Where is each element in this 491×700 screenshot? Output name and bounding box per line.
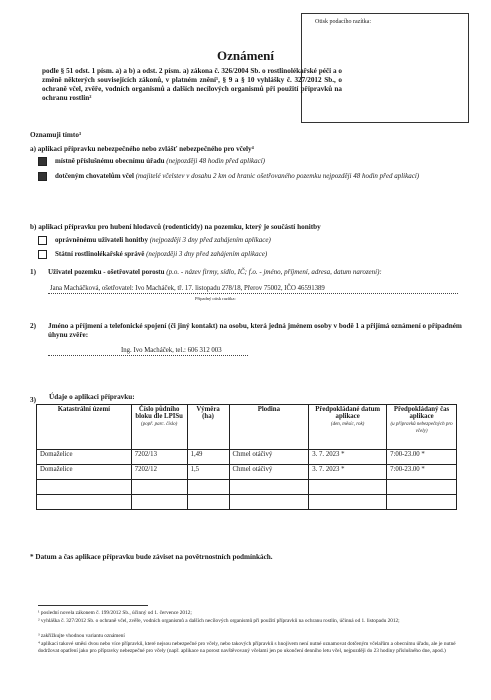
option-obecni-urad — [55, 157, 265, 166]
item1-label-main: Uživatel pozemku - ošetřovatel porostu — [48, 268, 165, 276]
header-datum-aplikace — [309, 405, 387, 450]
table-cell-empty[interactable] — [187, 495, 229, 510]
checkbox-srs[interactable] — [38, 250, 47, 259]
table-cell[interactable]: 3. 7. 2023 * — [309, 465, 387, 480]
table-cell[interactable]: 1,49 — [187, 450, 229, 465]
footnote-1: ¹ poslední novela zákonem č. 199/2012 Sb., účinný od 1. července 2012; — [38, 610, 192, 616]
table-cell-empty[interactable] — [387, 480, 457, 495]
table-cell-empty[interactable] — [37, 495, 132, 510]
header-plodina-label: Plodina — [257, 406, 280, 413]
table-cell-empty[interactable] — [131, 495, 187, 510]
footnote-4: ⁴ aplikaci takové směsi dvou nebo více přípravků, které nejsou nebezpečné pro včely, nebo takových přípravků s hnojivem není nutné oznamovat dotčeným včelařům a obecnímu úřadu, ale je nutné dodržovat opatření jako pro přípravky nebezpečné pro včely (např. aplikace na porost navštěvovaný včelami jen po ukončení denního letu včel, nejpozději do 23 hodiny příslušného dne, apod.) — [38, 641, 456, 654]
header-katastralni-uzemi — [37, 405, 132, 450]
item1-value-line — [48, 293, 458, 294]
checkbox-uzivatel-honitby[interactable] — [38, 236, 47, 245]
header-vymera — [187, 405, 229, 450]
option-srs-note: (nejpozději 3 dny před zahájením aplikace) — [146, 250, 268, 258]
table-cell-empty[interactable] — [131, 480, 187, 495]
table-row — [37, 495, 457, 510]
table-cell-empty[interactable] — [229, 495, 309, 510]
item3-number: 3) — [30, 396, 36, 404]
table-cell[interactable]: 7202/13 — [131, 450, 187, 465]
section-a-heading: a) aplikaci přípravku nebezpečného nebo zvlášť nebezpečného pro včely⁴ — [30, 145, 254, 153]
section-b-heading: b) aplikaci přípravku pro hubení hlodavců (rodenticidy) na pozemku, který je součástí honitby — [30, 223, 321, 231]
table-cell[interactable]: 7:00-23.00 * — [387, 450, 457, 465]
table-cell[interactable]: Chmel otáčivý — [229, 450, 309, 465]
table-row — [37, 465, 457, 480]
option-uzivatel-honitby-label: oprávněnému uživateli honitby — [55, 236, 148, 244]
table-cell[interactable]: 7:00-23.00 * — [387, 465, 457, 480]
footnote-2: ² vyhláška č. 327/2012 Sb. o ochraně včel, zvěře, vodních organismů a dalších necílových organismů při použití přípravků na ochranu rostlin, účinná od 1. listopadu 2012; — [38, 618, 400, 624]
header-pudni-blok-sub: (popř. parc. číslo) — [141, 422, 178, 427]
item3-label: Údaje o aplikaci přípravku: — [49, 393, 135, 401]
table-cell-empty[interactable] — [187, 480, 229, 495]
item1-label-note: (p.o. - název firmy, sídlo, IČ; f.o. - jméno, příjmení, adresa, datum narození): — [166, 268, 382, 276]
table-cell[interactable]: 1,5 — [187, 465, 229, 480]
header-plodina — [229, 405, 309, 450]
option-chovatele-vcel-label: dotčeným chovatelům včel — [55, 172, 134, 180]
weather-note: * Datum a čas aplikace přípravku bude záviset na povětrnostních podmínkách. — [30, 553, 273, 561]
option-uzivatel-honitby — [55, 236, 271, 245]
stamp-label: Otisk podacího razítka: — [315, 19, 371, 25]
table-cell[interactable]: 7202/12 — [131, 465, 187, 480]
item1-number: 1) — [30, 268, 36, 276]
footnote-3: ³ zakřížkujte vhodnou variantu oznámení — [38, 633, 125, 639]
header-katastralni-uzemi-label: Katastrální území — [57, 406, 110, 413]
checkbox-chovatele-vcel[interactable] — [38, 172, 47, 181]
item2-number: 2) — [30, 322, 36, 330]
table-cell[interactable]: 3. 7. 2023 * — [309, 450, 387, 465]
item2-value-line — [48, 355, 248, 356]
item1-value[interactable]: Jana Macháčková, ošetřovatel: Ivo Macháček, tř. 17. listopadu 278/18, Přerov 75002, IČO 46591389 — [50, 285, 325, 292]
option-uzivatel-honitby-note: (nejpozději 3 dny před zahájením aplikace) — [149, 236, 271, 244]
table-cell[interactable]: Chmel otáčivý — [229, 465, 309, 480]
table-cell[interactable]: Domaželice — [37, 450, 132, 465]
header-cas-aplikace — [387, 405, 457, 450]
option-srs-label: Státní rostlinolékařské správě — [55, 250, 145, 258]
table-cell-empty[interactable] — [229, 480, 309, 495]
header-datum-aplikace-sub: (den, měsíc, rok) — [330, 422, 365, 427]
item1-label — [48, 268, 468, 277]
notify-label: Oznamuji tímto³ — [30, 131, 82, 139]
table-cell-empty[interactable] — [387, 495, 457, 510]
table-row — [37, 480, 457, 495]
checkbox-obecni-urad[interactable] — [38, 157, 47, 166]
footnote-separator — [38, 605, 148, 606]
table-cell-empty[interactable] — [309, 495, 387, 510]
option-srs — [55, 250, 267, 259]
table-cell[interactable]: Domaželice — [37, 465, 132, 480]
item2-label: Jméno a příjmení a telefonické spojení (či jiný kontakt) na osobu, která jedná jménem osoby v bodě 1 a přijímá oznámení o případném úhynu zvěře: — [48, 322, 462, 339]
intro-paragraph: podle § 51 odst. 1 písm. a) a b) a odst. 2 písm. a) zákona č. 326/2004 Sb. o rostlinolékařské péči a o změně některých souvisejících zákonů, v platném znění¹, § 9 a § 10 vyhlášky č. 327/2012 Sb., o ochraně včel, zvěře, vodních organismů a dalších necílových organismů při použití přípravků na ochranu rostlin² — [42, 67, 342, 102]
header-pudni-blok — [131, 405, 187, 450]
header-datum-aplikace-label: Předpokládané datum aplikace — [315, 406, 381, 420]
header-vymera-label: Výměra (ha) — [196, 406, 220, 420]
table-row — [37, 450, 457, 465]
table-header-row — [37, 405, 457, 450]
option-obecni-urad-note: (nejpozději 48 hodin před aplikací) — [166, 157, 266, 165]
header-pudni-blok-label: Číslo půdního bloku dle LPISu — [135, 406, 183, 420]
table-cell-empty[interactable] — [309, 480, 387, 495]
option-chovatele-vcel — [55, 172, 460, 181]
header-cas-aplikace-label: Předpokládaný čas aplikace — [393, 406, 450, 420]
header-cas-aplikace-sub: (u přípravků nebezpečných pro včely) — [390, 422, 453, 434]
table-cell-empty[interactable] — [37, 480, 132, 495]
application-table — [36, 404, 457, 510]
item1-sign-label: Případný otisk razítka: — [195, 296, 236, 301]
option-chovatele-vcel-note: (majitelé včelstev v dosahu 2 km od hranic ošetřovaného pozemku nejpozději 48 hodin před aplikací) — [135, 172, 420, 180]
option-obecni-urad-label: místně příslušnému obecnímu úřadu — [55, 157, 165, 165]
page-title: Oznámení — [216, 48, 275, 63]
item2-value[interactable]: Ing. Ivo Macháček, tel.: 606 312 003 — [121, 347, 222, 354]
